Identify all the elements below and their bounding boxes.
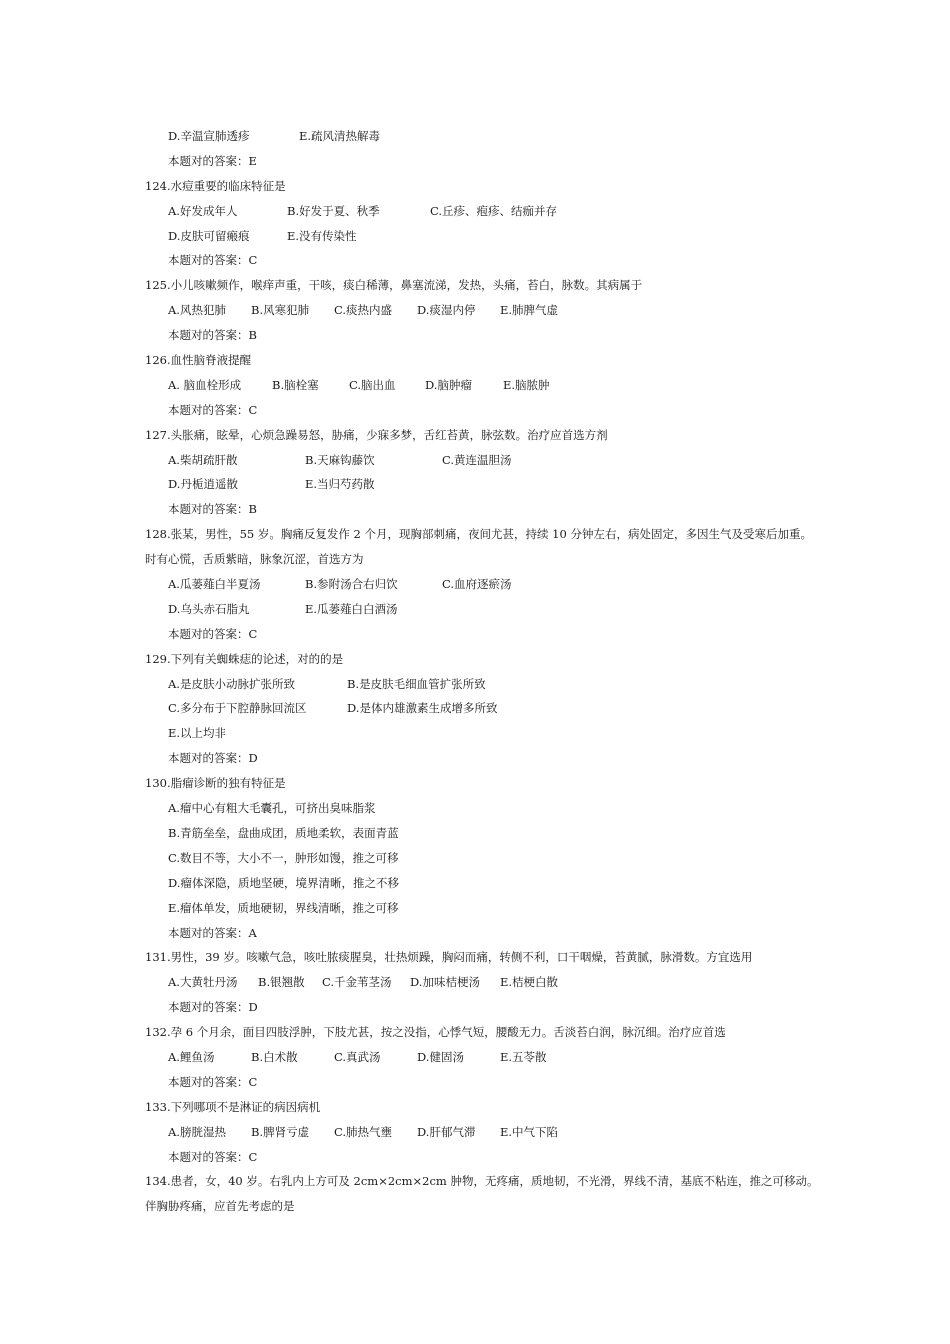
answer-value: C: [248, 253, 258, 268]
option-c: C.黄连温胆汤: [442, 452, 512, 467]
answer-line: [0, 995, 950, 1020]
option-row: [0, 224, 950, 249]
option-d: D.辛温宣肺透疹: [168, 129, 250, 143]
option-e: E.瓜蒌薤白白酒汤: [305, 601, 398, 616]
answer-line: [0, 323, 950, 348]
option-d: D.瘤体深隐，质地坚硬，境界清晰，推之不移: [168, 875, 399, 890]
option-a: A.瓜蒌薤白半夏汤: [168, 577, 261, 592]
option-a: A.是皮肤小动脉扩张所致: [168, 676, 295, 691]
option-row: [0, 597, 950, 622]
option-b: B.青筋垒垒，盘曲成团，质地柔软，表面青蓝: [168, 825, 399, 840]
option-e: E.以上均非: [168, 726, 227, 741]
question-stem-continued: 伴胸胁疼痛，应首先考虑的是: [145, 1199, 295, 1214]
question-stem: 127.头胀痛，眩晕，心烦急躁易怒，胁痛，少寐多梦，舌红苔黄，脉弦数。治疗应首选方剂: [145, 427, 608, 442]
option-c: C.肺热气壅: [334, 1124, 393, 1139]
answer-value: C: [248, 402, 258, 417]
option-d: D.皮肤可留瘢痕: [168, 228, 250, 243]
answer-line: [0, 497, 950, 522]
answer-line: [0, 622, 950, 647]
answer-value: C: [248, 1149, 258, 1164]
question-stem: 128.张某，男性，55 岁。胸痛反复发作 2 个月，现胸部刺痛，夜间尤甚，持续 10 分钟左右，病处固定，多因生气及受寒后加重。: [145, 527, 812, 542]
option-c: C.血府逐瘀汤: [442, 577, 512, 592]
option-row: [0, 1045, 950, 1070]
question-stem: 126.血性脑脊液提醒: [145, 353, 252, 368]
option-a: A.大黄牡丹汤: [168, 975, 238, 990]
answer-value: A: [248, 925, 257, 940]
answer-prefix: 本题对的答案：: [168, 1149, 249, 1164]
answer-prefix: 本题对的答案：: [168, 751, 249, 766]
question-stem-continued: 时有心慌，舌质紫暗，脉象沉涩，首选方为: [145, 552, 364, 567]
option-d: D.乌头赤石脂丸: [168, 601, 250, 616]
answer-prefix: 本题对的答案：: [168, 925, 249, 940]
answer-line: [0, 398, 950, 423]
option-row: [0, 970, 950, 995]
answer-value: D: [248, 1000, 258, 1015]
option-row: [0, 298, 950, 323]
option-row: [0, 124, 950, 149]
answer-line: [0, 921, 950, 946]
option-e: E.瘤体单发，质地硬韧，界线清晰，推之可移: [168, 900, 399, 915]
option-a: A.鲤鱼汤: [168, 1049, 215, 1064]
document-page: [0, 124, 950, 1219]
answer-prefix: 本题对的答案：: [168, 402, 249, 417]
option-b: B.脑栓塞: [272, 377, 319, 392]
option-c: C.痰热内盛: [334, 303, 393, 318]
option-a: A.柴胡疏肝散: [168, 452, 238, 467]
option-row: [0, 472, 950, 497]
answer-line: [0, 149, 950, 174]
option-d: D.是体内雄激素生成增多所致: [347, 701, 498, 716]
option-row: [0, 448, 950, 473]
option-b: B.白术散: [251, 1049, 298, 1064]
answer-value: E: [248, 153, 257, 168]
option-e: E.脑脓肿: [503, 377, 550, 392]
option-a: A. 脑血栓形成: [168, 377, 242, 392]
option-c: C.脑出血: [349, 377, 396, 392]
option-d: D.健固汤: [417, 1049, 464, 1064]
option-a: A.风热犯肺: [168, 303, 226, 318]
option-d: D.痰湿内停: [417, 303, 476, 318]
answer-value: B: [248, 502, 257, 517]
option-b: B.风寒犯肺: [251, 303, 310, 318]
option-e: E.疏风清热解毒: [299, 129, 381, 143]
option-d: D.肝郁气滞: [417, 1124, 476, 1139]
option-row: [0, 696, 950, 721]
question-stem: 129.下列有关蜘蛛痣的论述，对的的是: [145, 651, 344, 666]
option-c: C.真武汤: [334, 1049, 381, 1064]
option-c: C.数目不等，大小不一，肿形如馒，推之可移: [168, 850, 399, 865]
option-e: E.中气下陷: [500, 1124, 559, 1139]
option-e: E.当归芍药散: [305, 477, 375, 492]
answer-line: [0, 1145, 950, 1170]
answer-prefix: 本题对的答案：: [168, 153, 249, 168]
answer-prefix: 本题对的答案：: [168, 502, 249, 517]
question-stem: 125.小儿咳嗽频作，喉痒声重，干咳，痰白稀薄，鼻塞流涕，发热，头痛，苔白，脉数。其病属于: [145, 278, 643, 293]
option-b: B.天麻钩藤饮: [305, 452, 375, 467]
answer-value: B: [248, 328, 257, 343]
option-e: E.没有传染性: [287, 228, 357, 243]
option-row: [0, 199, 950, 224]
question-stem: 133.下列哪项不是淋证的病因病机: [145, 1099, 321, 1114]
option-b: B.好发于夏、秋季: [287, 203, 380, 218]
answer-line: [0, 746, 950, 771]
option-row: [0, 721, 950, 746]
answer-line: [0, 248, 950, 273]
option-d: D.加味桔梗汤: [410, 975, 480, 990]
answer-prefix: 本题对的答案：: [168, 253, 249, 268]
answer-prefix: 本题对的答案：: [168, 626, 249, 641]
answer-prefix: 本题对的答案：: [168, 1074, 249, 1089]
option-b: B.参附汤合右归饮: [305, 577, 398, 592]
option-c: C.千金苇茎汤: [322, 975, 392, 990]
option-a: A.膀胱湿热: [168, 1124, 226, 1139]
option-row: [0, 572, 950, 597]
option-d: D.脑肿瘤: [425, 377, 472, 392]
option-c: C.多分布于下腔静脉回流区: [168, 701, 307, 716]
answer-line: [0, 1070, 950, 1095]
answer-value: C: [248, 1074, 258, 1089]
option-b: B.脾肾亏虚: [251, 1124, 310, 1139]
option-a: A.好发成年人: [168, 203, 238, 218]
option-row: [0, 672, 950, 697]
answer-value: C: [248, 626, 258, 641]
option-d: D.丹栀逍遥散: [168, 477, 238, 492]
option-a: A.瘤中心有粗大毛囊孔，可挤出臭味脂浆: [168, 801, 376, 816]
option-b: B.银翘散: [258, 975, 305, 990]
option-e: E.桔梗白散: [500, 975, 559, 990]
answer-prefix: 本题对的答案：: [168, 328, 249, 343]
question-stem: 134.患者，女，40 岁。右乳内上方可及 2cm×2cm×2cm 肿物，无疼痛，质地韧，不光滑，界线不清，基底不粘连，推之可移动。: [145, 1174, 819, 1189]
option-row: [0, 1120, 950, 1145]
option-e: E.肺脾气虚: [500, 303, 559, 318]
question-stem: 131.男性，39 岁。咳嗽气急，咳吐脓痰腥臭，壮热烦躁，胸闷而痛，转侧不利，口干咽燥，苔黄腻，脉滑数。方宜选用: [145, 950, 753, 965]
question-stem: 132.孕 6 个月余，面目四肢浮肿，下肢尤甚，按之没指，心悸气短，腰酸无力。舌淡苔白润，脉沉细。治疗应首选: [145, 1025, 726, 1040]
option-row: [0, 373, 950, 398]
option-b: B.是皮肤毛细血管扩张所致: [347, 676, 486, 691]
option-c: C.丘疹、疱疹、结痂并存: [430, 203, 558, 218]
question-stem: 130.脂瘤诊断的独有特征是: [145, 776, 286, 791]
answer-value: D: [248, 751, 258, 766]
question-stem: 124.水痘重要的临床特征是: [145, 178, 286, 193]
option-e: E.五苓散: [500, 1049, 547, 1064]
answer-prefix: 本题对的答案：: [168, 1000, 249, 1015]
